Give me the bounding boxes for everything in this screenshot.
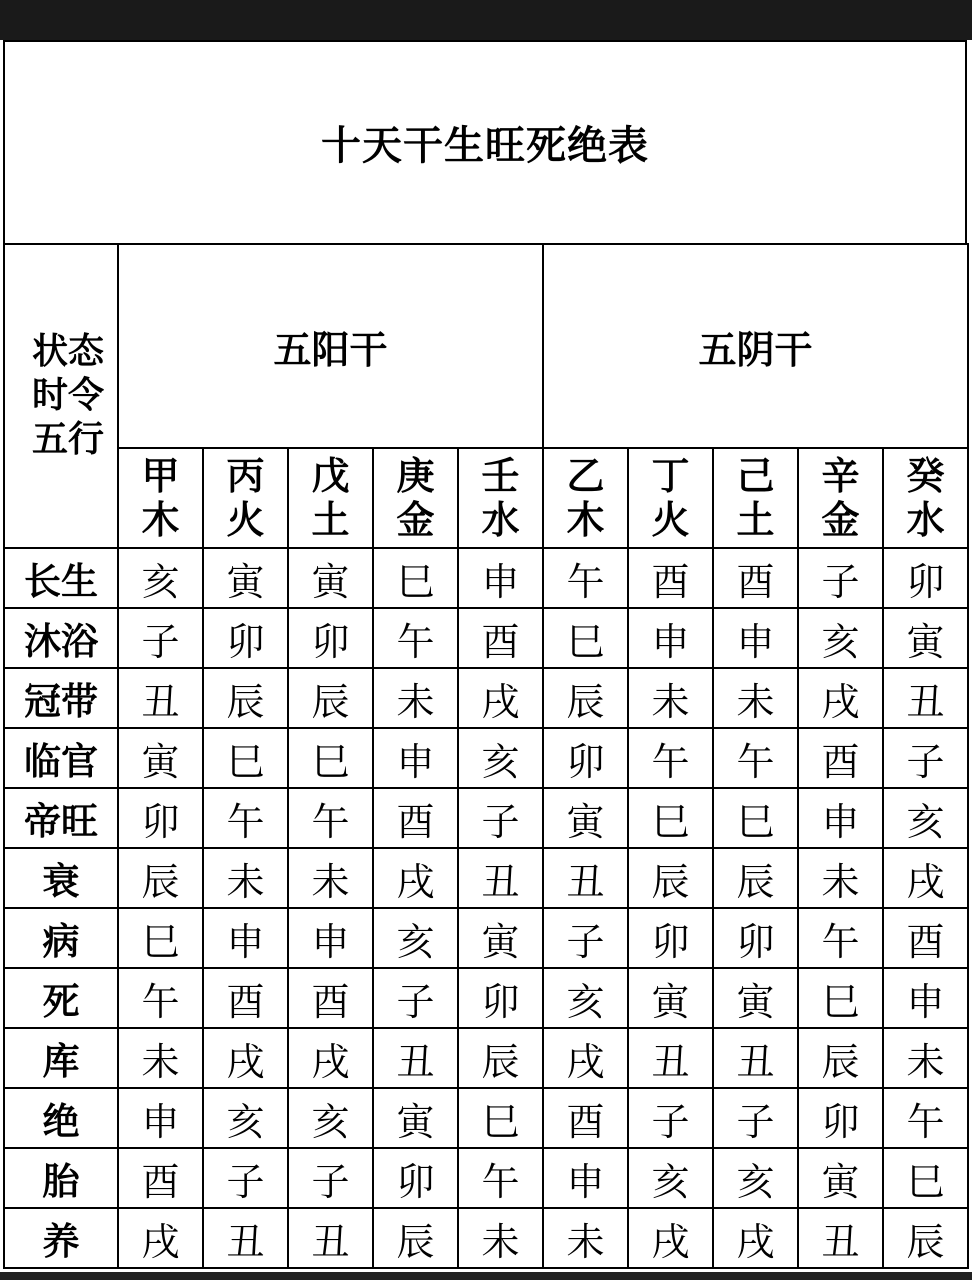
table-cell: 申 bbox=[543, 1148, 628, 1208]
row-label: 临官 bbox=[4, 728, 118, 788]
corner-line: 时令 bbox=[31, 375, 104, 416]
table-cell: 寅 bbox=[203, 548, 288, 608]
yang-stems-header: 五阳干 bbox=[118, 244, 543, 448]
stem-name: 己 bbox=[736, 454, 775, 498]
stem-name: 辛 bbox=[821, 454, 860, 498]
table-cell: 丑 bbox=[798, 1208, 883, 1268]
table-cell: 申 bbox=[203, 908, 288, 968]
stem-header bbox=[288, 448, 373, 548]
stem-name: 癸 bbox=[906, 454, 945, 498]
table-cell: 卯 bbox=[458, 968, 543, 1028]
row-label: 帝旺 bbox=[4, 788, 118, 848]
table-cell: 亥 bbox=[883, 788, 968, 848]
stem-name: 甲 bbox=[141, 454, 180, 498]
table-row bbox=[4, 968, 968, 1028]
table-cell: 子 bbox=[288, 1148, 373, 1208]
table-cell: 戌 bbox=[628, 1208, 713, 1268]
table-cell: 丑 bbox=[543, 848, 628, 908]
table-cell: 酉 bbox=[203, 968, 288, 1028]
table-cell: 寅 bbox=[883, 608, 968, 668]
table-cell: 戌 bbox=[713, 1208, 798, 1268]
table-cell: 未 bbox=[798, 848, 883, 908]
table-cell: 未 bbox=[203, 848, 288, 908]
table-cell: 酉 bbox=[543, 1088, 628, 1148]
stem-header bbox=[543, 448, 628, 548]
table-cell: 申 bbox=[458, 548, 543, 608]
title-box bbox=[3, 40, 967, 243]
table-cell: 巳 bbox=[798, 968, 883, 1028]
table-cell: 辰 bbox=[883, 1208, 968, 1268]
yin-stems-header: 五阴干 bbox=[543, 244, 968, 448]
table-cell: 未 bbox=[883, 1028, 968, 1088]
table-cell: 寅 bbox=[288, 548, 373, 608]
table-cell: 子 bbox=[203, 1148, 288, 1208]
stems-table bbox=[3, 243, 969, 1269]
row-label: 衰 bbox=[4, 848, 118, 908]
stem-header bbox=[373, 448, 458, 548]
table-cell: 巳 bbox=[203, 728, 288, 788]
table-cell: 午 bbox=[543, 548, 628, 608]
stem-header bbox=[118, 448, 203, 548]
table-cell: 巳 bbox=[458, 1088, 543, 1148]
table-cell: 丑 bbox=[458, 848, 543, 908]
stem-element: 金 bbox=[821, 498, 860, 542]
table-row bbox=[4, 1088, 968, 1148]
table-cell: 丑 bbox=[713, 1028, 798, 1088]
table-cell: 未 bbox=[458, 1208, 543, 1268]
table-cell: 卯 bbox=[798, 1088, 883, 1148]
table-cell: 未 bbox=[543, 1208, 628, 1268]
stem-element: 木 bbox=[141, 498, 180, 542]
table-cell: 子 bbox=[628, 1088, 713, 1148]
stem-name: 丁 bbox=[651, 454, 690, 498]
bottom-edge bbox=[0, 1272, 972, 1280]
table-cell: 午 bbox=[883, 1088, 968, 1148]
table-cell: 申 bbox=[798, 788, 883, 848]
table-cell: 寅 bbox=[543, 788, 628, 848]
stem-header bbox=[798, 448, 883, 548]
table-cell: 未 bbox=[713, 668, 798, 728]
table-cell: 辰 bbox=[118, 848, 203, 908]
row-label: 养 bbox=[4, 1208, 118, 1268]
table-row bbox=[4, 1028, 968, 1088]
table-cell: 午 bbox=[458, 1148, 543, 1208]
table-cell: 巳 bbox=[373, 548, 458, 608]
table-cell: 辰 bbox=[628, 848, 713, 908]
stem-element: 水 bbox=[906, 498, 945, 542]
page-title: 十天干生旺死绝表 bbox=[321, 123, 649, 169]
table-cell: 申 bbox=[288, 908, 373, 968]
table-cell: 酉 bbox=[713, 548, 798, 608]
table-cell: 子 bbox=[798, 548, 883, 608]
table-cell: 辰 bbox=[458, 1028, 543, 1088]
row-label: 绝 bbox=[4, 1088, 118, 1148]
stem-header bbox=[628, 448, 713, 548]
stem-header bbox=[713, 448, 798, 548]
table-cell: 戌 bbox=[118, 1208, 203, 1268]
row-label: 长生 bbox=[4, 548, 118, 608]
corner-line: 状态 bbox=[31, 331, 104, 372]
table-cell: 亥 bbox=[458, 728, 543, 788]
table-cell: 子 bbox=[458, 788, 543, 848]
table-cell: 午 bbox=[203, 788, 288, 848]
table-cell: 辰 bbox=[288, 668, 373, 728]
table-cell: 戌 bbox=[883, 848, 968, 908]
table-cell: 寅 bbox=[798, 1148, 883, 1208]
table-cell: 丑 bbox=[288, 1208, 373, 1268]
table-cell: 丑 bbox=[628, 1028, 713, 1088]
table-cell: 卯 bbox=[628, 908, 713, 968]
row-label: 病 bbox=[4, 908, 118, 968]
table-row bbox=[4, 1148, 968, 1208]
table-cell: 午 bbox=[713, 728, 798, 788]
table-cell: 卯 bbox=[288, 608, 373, 668]
table-cell: 卯 bbox=[373, 1148, 458, 1208]
table-cell: 巳 bbox=[628, 788, 713, 848]
table-row bbox=[4, 788, 968, 848]
row-label: 冠带 bbox=[4, 668, 118, 728]
table-cell: 未 bbox=[118, 1028, 203, 1088]
table-cell: 卯 bbox=[543, 728, 628, 788]
table-cell: 巳 bbox=[118, 908, 203, 968]
table-cell: 酉 bbox=[373, 788, 458, 848]
group-header-row bbox=[4, 244, 968, 448]
row-label: 胎 bbox=[4, 1148, 118, 1208]
table-cell: 卯 bbox=[713, 908, 798, 968]
stem-element: 土 bbox=[736, 498, 775, 542]
table-cell: 巳 bbox=[543, 608, 628, 668]
table-cell: 寅 bbox=[628, 968, 713, 1028]
table-cell: 申 bbox=[628, 608, 713, 668]
table-cell: 亥 bbox=[203, 1088, 288, 1148]
row-label: 沐浴 bbox=[4, 608, 118, 668]
stem-name: 乙 bbox=[566, 454, 605, 498]
table-cell: 辰 bbox=[203, 668, 288, 728]
table-cell: 亥 bbox=[628, 1148, 713, 1208]
table-cell: 巳 bbox=[713, 788, 798, 848]
stem-element: 土 bbox=[311, 498, 350, 542]
table-cell: 亥 bbox=[798, 608, 883, 668]
table-cell: 酉 bbox=[458, 608, 543, 668]
table-cell: 申 bbox=[713, 608, 798, 668]
table-cell: 子 bbox=[883, 728, 968, 788]
table-cell: 酉 bbox=[883, 908, 968, 968]
table-cell: 未 bbox=[628, 668, 713, 728]
table-cell: 巳 bbox=[883, 1148, 968, 1208]
table-cell: 戌 bbox=[373, 848, 458, 908]
table-cell: 丑 bbox=[373, 1028, 458, 1088]
stem-element: 金 bbox=[396, 498, 435, 542]
table-cell: 子 bbox=[118, 608, 203, 668]
row-label: 库 bbox=[4, 1028, 118, 1088]
table-cell: 酉 bbox=[288, 968, 373, 1028]
table-cell: 卯 bbox=[118, 788, 203, 848]
stem-header bbox=[203, 448, 288, 548]
table-cell: 未 bbox=[288, 848, 373, 908]
stem-name: 庚 bbox=[396, 454, 435, 498]
table-row bbox=[4, 848, 968, 908]
table-cell: 辰 bbox=[373, 1208, 458, 1268]
table-cell: 午 bbox=[798, 908, 883, 968]
table-row bbox=[4, 548, 968, 608]
table-row bbox=[4, 608, 968, 668]
table-cell: 亥 bbox=[543, 968, 628, 1028]
table-cell: 辰 bbox=[543, 668, 628, 728]
table-cell: 戌 bbox=[798, 668, 883, 728]
table-cell: 酉 bbox=[118, 1148, 203, 1208]
corner-line: 五行 bbox=[31, 419, 104, 460]
table-row bbox=[4, 728, 968, 788]
stem-element: 木 bbox=[566, 498, 605, 542]
table-cell: 戌 bbox=[543, 1028, 628, 1088]
table-cell: 丑 bbox=[883, 668, 968, 728]
table-cell: 亥 bbox=[373, 908, 458, 968]
table-cell: 寅 bbox=[373, 1088, 458, 1148]
table-cell: 卯 bbox=[883, 548, 968, 608]
table-cell: 亥 bbox=[288, 1088, 373, 1148]
corner-header bbox=[4, 244, 118, 548]
stem-element: 火 bbox=[226, 498, 265, 542]
stem-name: 戊 bbox=[311, 454, 350, 498]
table-cell: 申 bbox=[883, 968, 968, 1028]
table-cell: 午 bbox=[628, 728, 713, 788]
table-cell: 午 bbox=[118, 968, 203, 1028]
table-cell: 辰 bbox=[798, 1028, 883, 1088]
table-cell: 寅 bbox=[458, 908, 543, 968]
stem-header-row bbox=[4, 448, 968, 548]
stem-name: 丙 bbox=[226, 454, 265, 498]
table-cell: 丑 bbox=[118, 668, 203, 728]
table-cell: 丑 bbox=[203, 1208, 288, 1268]
table-cell: 未 bbox=[373, 668, 458, 728]
table-cell: 亥 bbox=[118, 548, 203, 608]
table-cell: 寅 bbox=[118, 728, 203, 788]
top-bar bbox=[0, 0, 972, 40]
table-cell: 子 bbox=[713, 1088, 798, 1148]
table-cell: 午 bbox=[288, 788, 373, 848]
table-row bbox=[4, 668, 968, 728]
table-row bbox=[4, 908, 968, 968]
table-cell: 戌 bbox=[288, 1028, 373, 1088]
table-cell: 子 bbox=[373, 968, 458, 1028]
row-label: 死 bbox=[4, 968, 118, 1028]
stem-element: 火 bbox=[651, 498, 690, 542]
stem-name: 壬 bbox=[481, 454, 520, 498]
stem-element: 水 bbox=[481, 498, 520, 542]
table-cell: 戌 bbox=[458, 668, 543, 728]
table-cell: 午 bbox=[373, 608, 458, 668]
document-page bbox=[0, 40, 972, 1280]
table-cell: 巳 bbox=[288, 728, 373, 788]
table-cell: 子 bbox=[543, 908, 628, 968]
table-cell: 申 bbox=[118, 1088, 203, 1148]
table-cell: 酉 bbox=[628, 548, 713, 608]
table-cell: 卯 bbox=[203, 608, 288, 668]
stem-header bbox=[458, 448, 543, 548]
table-row bbox=[4, 1208, 968, 1268]
table-cell: 申 bbox=[373, 728, 458, 788]
table-cell: 酉 bbox=[798, 728, 883, 788]
stem-header bbox=[883, 448, 968, 548]
table-cell: 亥 bbox=[713, 1148, 798, 1208]
table-cell: 寅 bbox=[713, 968, 798, 1028]
table-cell: 辰 bbox=[713, 848, 798, 908]
table-cell: 戌 bbox=[203, 1028, 288, 1088]
